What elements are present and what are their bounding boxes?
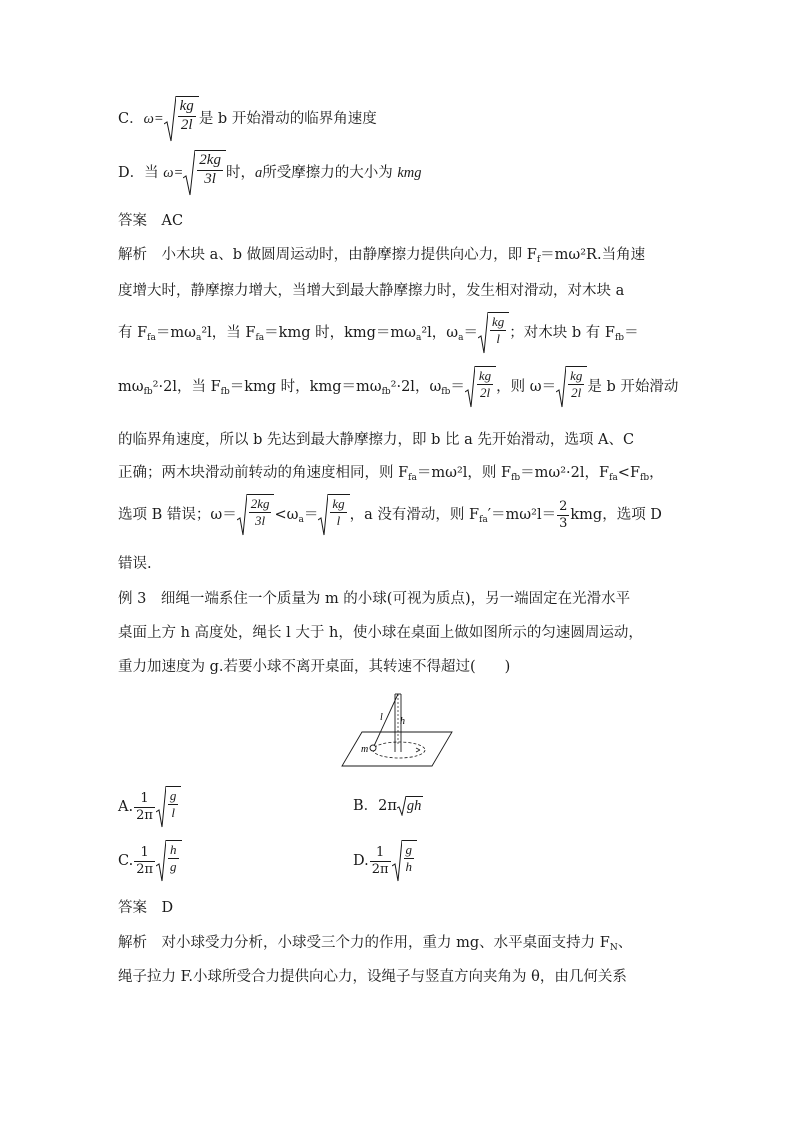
string xyxy=(374,694,398,746)
example-3-line-1: 例 3 细绳一端系住一个质量为 m 的小球(可视为质点)，另一端固定在光滑水平 xyxy=(118,591,631,607)
solution-1-line-1: 解析 小木块 a、b 做圆周运动时，由静摩擦力提供向心力，即 $F_f=m\omega^2R$.当角速 xyxy=(118,247,646,265)
sqrt-kg-2l-b: $\frac{kg}{2l}$ xyxy=(465,366,496,408)
label-h: h xyxy=(400,716,405,727)
option-c: C．ω= $\frac{kg}{2l}$ 是 b 开始滑动的临界角速度 xyxy=(118,96,377,142)
label-l: l xyxy=(380,712,383,723)
sqrt-kg-l-b: $\frac{kg}{l}$ xyxy=(318,494,349,536)
solution-1-line-6: 正确；两木块滑动前转动的角速度相同，则 $F_{fa}=m\omega^2l$，则 $F_{fb}=m\omega^2\cdot 2l$，$F_{fa}<F_{fb}$， xyxy=(118,465,664,483)
example-3-line-3: 重力加速度为 g.若要小球不离开桌面，其转速不得超过( ) xyxy=(118,659,511,675)
solution-1-line-7: 选项 B 错误；ω＝ $\frac{2kg}{3l}$ $<\omega_a=$ $\frac{kg}{l}$ ，a 没有滑动，则 $F_{fa}'=m\omega^2l=$ $\frac{2}{3}$ kmg，选项 D xyxy=(118,494,662,536)
ball xyxy=(370,745,376,751)
solution-2-line-2: 绳子拉力 F.小球所受合力提供向心力，设绳子与竖直方向夹角为 θ，由几何关系 xyxy=(118,969,627,985)
example-3-line-2: 桌面上方 h 高度处，绳长 l 大于 h，使小球在桌面上做如图所示的匀速圆周运动， xyxy=(118,625,643,641)
option-d: D．当 ω= $\frac{2kg}{3l}$ 时，a所受摩擦力的大小为 kmg xyxy=(118,150,421,196)
sqrt-2kg-3l: $\frac{2kg}{3l}$ xyxy=(183,150,226,196)
sqrt-gh: gh xyxy=(397,796,424,816)
direction-arrow xyxy=(416,748,420,752)
sqrt-h-g: $\frac{h}{g}$ xyxy=(156,840,182,882)
solution-1-line-8: 错误. xyxy=(118,556,152,572)
sqrt-kg-2l-c: $\frac{kg}{2l}$ xyxy=(556,366,587,408)
table-plane xyxy=(342,732,452,766)
sqrt-g-h: $\frac{g}{h}$ xyxy=(392,840,418,882)
sqrt-2kg-3l-b: $\frac{2kg}{3l}$ xyxy=(237,494,275,536)
circular-motion-figure xyxy=(340,688,455,770)
option-d-2: D. $\frac{1}{2\pi}$ $\frac{g}{h}$ xyxy=(353,840,417,882)
solution-2-line-1: 解析 对小球受力分析，小球受三个力的作用，重力 mg、水平桌面支持力 $F_N$、 xyxy=(118,935,633,953)
option-b: B．2π gh xyxy=(353,798,422,814)
solution-1-line-4: $m\omega_{fb}^2\cdot 2l$，当 $F_{fb}=kmg$ 时，$kmg=m\omega_{fb}^2\cdot 2l$，$\omega_{fb}=$ $\frac{kg}{2l}$ ，则 ω＝ $\frac{kg}{2l}$ 是 b 开始滑动 xyxy=(118,366,678,408)
option-a: A. $\frac{1}{2\pi}$ $\frac{g}{l}$ xyxy=(118,786,181,828)
label-m: m xyxy=(361,744,369,755)
solution-1-line-5: 的临界角速度，所以 b 先达到最大静摩擦力，即 b 比 a 先开始滑动，选项 A、C xyxy=(118,432,635,448)
sqrt-kg-l: $\frac{kg}{l}$ xyxy=(478,312,509,354)
sqrt-kg-2l: $\frac{kg}{2l}$ xyxy=(164,96,199,142)
sqrt-g-l: $\frac{g}{l}$ xyxy=(156,786,182,828)
answer-1: 答案 AC xyxy=(118,213,184,229)
solution-1-line-3: 有 $F_{fa}=m\omega_a^2l$，当 $F_{fa}=kmg$ 时，$kmg=m\omega_a^2l$，$\omega_a=$ $\frac{kg}{l}$ ；对木块 b 有 $F_{fb}=$ xyxy=(118,312,639,354)
answer-2: 答案 D xyxy=(118,900,174,916)
solution-1-line-2: 度增大时，静摩擦力增大，当增大到最大静摩擦力时，发生相对滑动，对木块 a xyxy=(118,283,625,299)
circular-path xyxy=(373,742,425,758)
option-c-2: C. $\frac{1}{2\pi}$ $\frac{h}{g}$ xyxy=(118,840,182,882)
